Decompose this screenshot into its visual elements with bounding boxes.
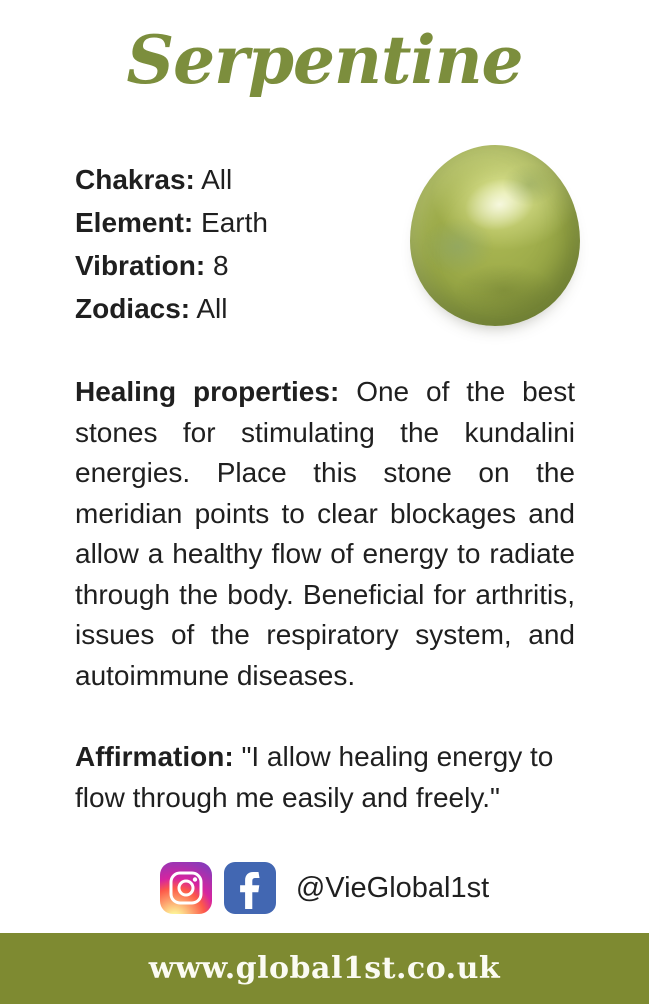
property-value: All xyxy=(196,293,228,324)
social-handle: @VieGlobal1st xyxy=(295,871,490,904)
stone-photo-frame xyxy=(400,140,590,336)
property-label: Zodiacs: xyxy=(75,293,191,324)
healing-properties-paragraph xyxy=(75,372,575,696)
instagram-camera-glyph xyxy=(169,871,203,905)
property-row-chakras xyxy=(75,158,268,201)
facebook-f-glyph xyxy=(224,862,276,914)
properties-list xyxy=(75,158,268,330)
property-label: Vibration: xyxy=(75,250,206,281)
serpentine-stone-photo xyxy=(410,145,580,326)
healing-properties-label: Healing properties: xyxy=(75,376,340,407)
page-title: Serpentine xyxy=(126,21,523,99)
property-value: Earth xyxy=(201,207,268,238)
footer-bar xyxy=(0,933,649,1004)
property-value: 8 xyxy=(212,250,229,281)
property-row-vibration xyxy=(75,244,268,287)
healing-properties-text: One of the best stones for stimulating the kundalini energies. Place this stone on the meridian points to clear blockages and allow a healthy flow of energy to radiate through the body. Beneficial for arthritis, issues of the respiratory system, and autoimmune diseases. xyxy=(75,376,575,691)
property-row-zodiacs xyxy=(75,287,268,330)
affirmation-text: "I allow healing energy to flow through me easily and freely." xyxy=(75,741,554,813)
instagram-icon[interactable] xyxy=(160,862,212,914)
affirmation-paragraph xyxy=(75,737,575,818)
facebook-icon[interactable] xyxy=(224,862,276,914)
social-media-row xyxy=(0,860,649,916)
property-label: Element: xyxy=(75,207,194,238)
property-label: Chakras: xyxy=(75,164,195,195)
property-row-element xyxy=(75,201,268,244)
property-value: All xyxy=(201,164,233,195)
affirmation-label: Affirmation: xyxy=(75,741,234,772)
website-url[interactable]: www.global1st.co.uk xyxy=(148,951,501,986)
